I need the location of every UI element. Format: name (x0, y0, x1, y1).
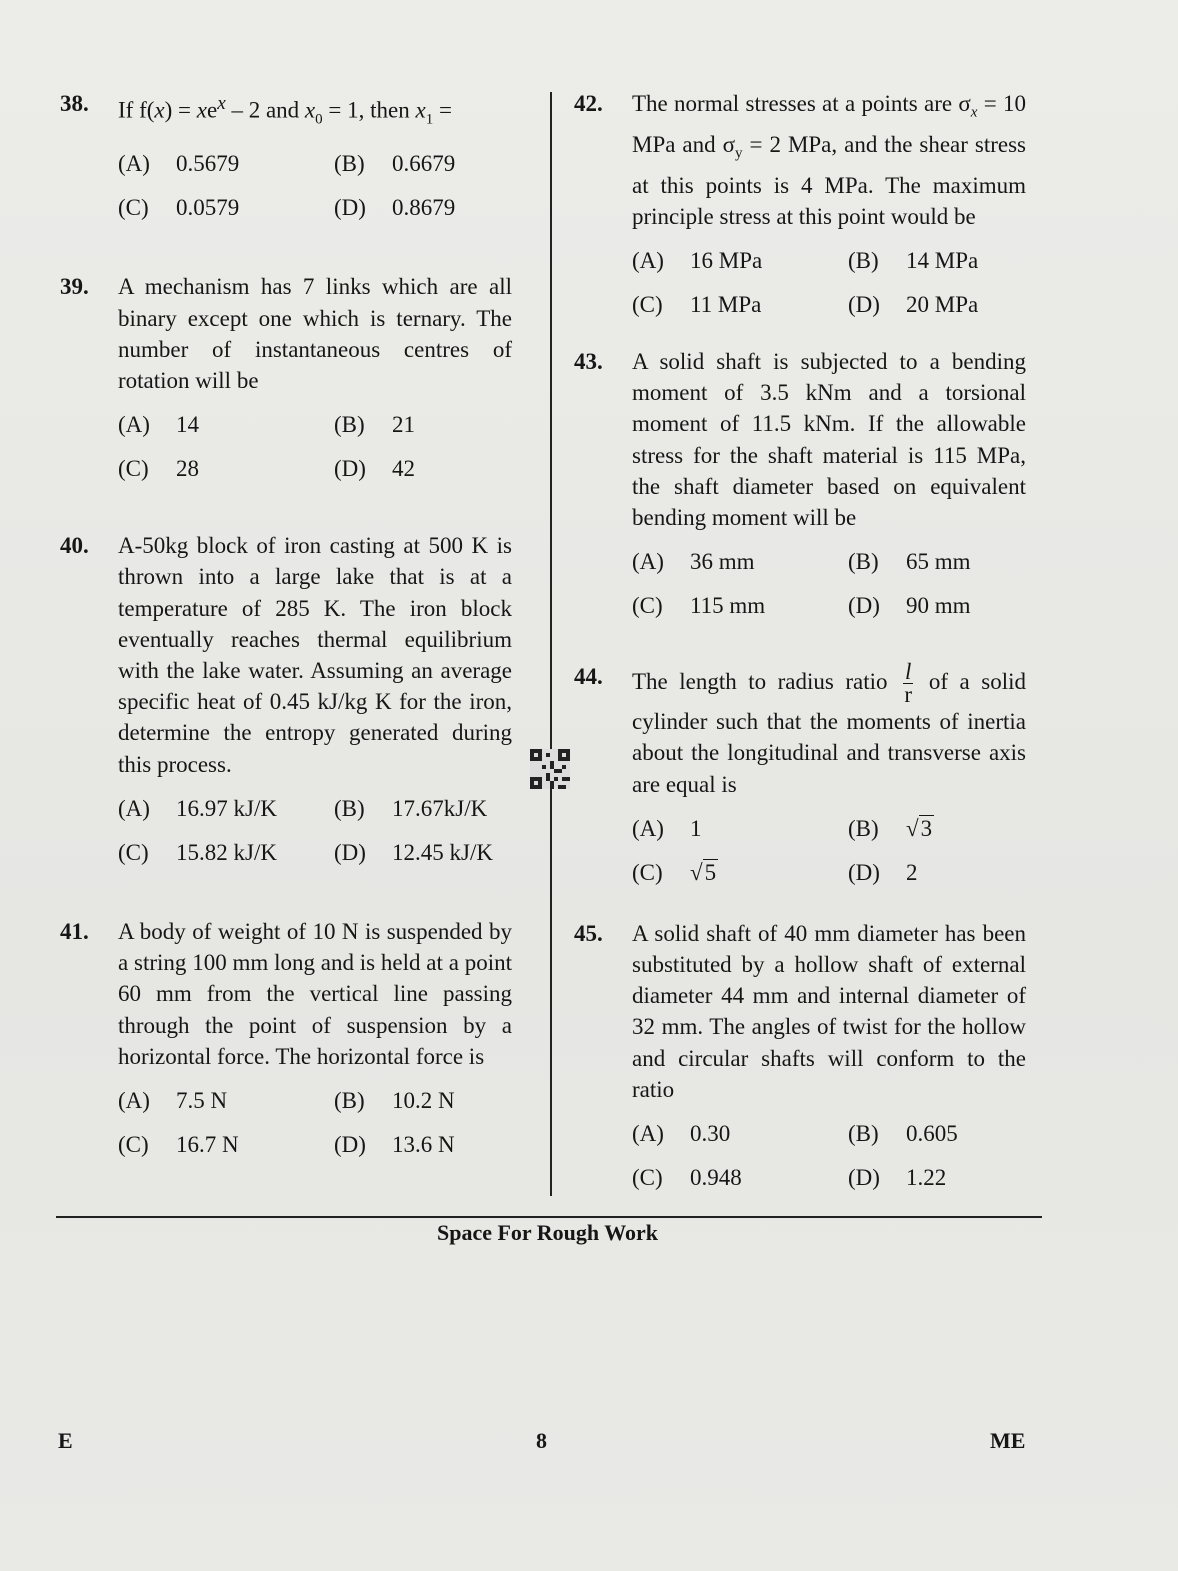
answer-option-a (118, 409, 334, 440)
option-value: 65 mm (906, 549, 971, 575)
question-text: If $f(x) = xe^x - 2$ and $x_0 = 1$, then $x_1$ = (118, 93, 452, 128)
option-label: (D) (334, 839, 366, 865)
option-label: (D) (848, 593, 880, 619)
option-label: (C) (632, 292, 663, 317)
answer-option-a (118, 793, 334, 824)
answer-options (632, 546, 1026, 621)
option-label: (D) (334, 456, 366, 482)
question-text: A solid shaft of 40 mm diameter has been substituted by a hollow shaft of external diameter 44 mm and internal diameter of 32 mm. The angles of twist for the hollow and circular shafts will conform to the ratio (632, 920, 1026, 1102)
option-value: 20 MPa (906, 292, 979, 317)
footer-page-number: 8 (536, 1428, 547, 1453)
question-44 (574, 661, 1026, 888)
question-text: A-50kg block of iron casting at 500 K is thrown into a large lake that is at a temperature of 285 K. The iron block eventually reaches thermal equilibrium with the lake water. Assuming an average specific heat of 0.45 kJ/kg K for the iron, determine the entropy generated during this process. (118, 533, 512, 777)
question-41 (60, 916, 512, 1160)
option-value: 7.5 N (176, 1087, 228, 1113)
answer-option-b (334, 793, 512, 824)
option-value: 0.8679 (392, 195, 456, 221)
option-label: (B) (334, 1087, 365, 1113)
question-38 (60, 88, 512, 223)
question-number: 39. (60, 274, 89, 300)
answer-option-b (848, 245, 1026, 276)
question-number: 44. (574, 664, 603, 690)
option-label: (D) (848, 859, 880, 885)
answer-option-c (118, 453, 334, 484)
answer-option-b (848, 813, 1026, 844)
option-value: 14 MPa (906, 248, 979, 273)
answer-option-a (118, 1085, 334, 1116)
option-value: 17.67kJ/K (392, 795, 488, 821)
question-number: 41. (60, 918, 89, 944)
option-value: 0.605 (906, 1121, 958, 1147)
question-text: A body of weight of 10 N is suspended by a string 100 mm long and is held at a point 60 mm from the vertical line passing through the point of suspension by a horizontal force. The horizontal force is (118, 918, 512, 1069)
option-value: 12.45 kJ/K (392, 839, 493, 865)
option-value: 0.30 (690, 1121, 731, 1147)
option-label: (C) (118, 839, 149, 865)
answer-option-d (848, 289, 1026, 320)
option-value: 1 (690, 815, 702, 841)
answer-option-b (848, 546, 1026, 577)
answer-option-d (848, 1162, 1026, 1193)
answer-option-b (334, 409, 512, 440)
option-value: 13.6 N (392, 1131, 455, 1157)
option-value: 0.0579 (176, 195, 240, 221)
left-column (60, 88, 512, 1160)
option-value: 42 (392, 456, 415, 482)
option-value: 90 mm (906, 593, 971, 619)
option-label: (C) (632, 593, 663, 619)
option-label: (A) (632, 549, 664, 575)
rough-work-label: Space For Rough Work (436, 1220, 659, 1245)
answer-options (118, 148, 512, 223)
answer-option-d (334, 1129, 512, 1160)
qr-code-icon (530, 748, 570, 790)
option-label: (D) (334, 195, 366, 221)
answer-option-c (632, 1162, 848, 1193)
option-value: 21 (392, 412, 415, 438)
option-value: 2 (906, 859, 918, 885)
option-label: (A) (118, 1087, 150, 1113)
question-number: 38. (60, 91, 89, 116)
answer-option-c (118, 1129, 334, 1160)
option-label: (B) (334, 151, 365, 177)
answer-options (632, 1118, 1026, 1193)
answer-option-a (632, 546, 848, 577)
answer-options (632, 245, 1026, 320)
answer-option-d (334, 837, 512, 868)
footer-series-code: E (58, 1428, 73, 1453)
option-label: (B) (848, 248, 879, 273)
option-value: 0.5679 (176, 151, 240, 177)
answer-option-a (632, 813, 848, 844)
question-43 (574, 346, 1026, 621)
answer-option-a (632, 245, 848, 276)
question-text: The length to radius ratio $\frac{l}{r}$ of a solid cylinder such that the moments of inertia about the longitudinal and transverse axis are equal is (632, 659, 1026, 797)
answer-option-c (632, 289, 848, 320)
answer-option-a (118, 148, 334, 179)
answer-option-c (118, 192, 334, 223)
option-value: 15.82 kJ/K (176, 839, 277, 865)
answer-option-d (334, 453, 512, 484)
question-number: 40. (60, 533, 89, 559)
answer-options (632, 813, 1026, 888)
column-divider (550, 92, 552, 1196)
option-value: 16 MPa (690, 248, 763, 273)
answer-option-d (848, 590, 1026, 621)
option-label: (C) (118, 456, 149, 482)
option-label: (D) (848, 292, 880, 317)
option-label: (B) (334, 412, 365, 438)
question-text: A solid shaft is subjected to a bending moment of 3.5 kNm and a torsional moment of 11.5 kNm. If the allowable stress for the shaft material is 115 MPa, the shaft diameter based on equivalent bending moment will be (632, 349, 1026, 531)
option-label: (A) (118, 795, 150, 821)
option-label: (A) (118, 412, 150, 438)
right-column (574, 88, 1026, 1193)
answer-option-a (632, 1118, 848, 1149)
option-label: (D) (334, 1131, 366, 1157)
option-value: 28 (176, 456, 199, 482)
question-number: 42. (574, 91, 603, 116)
question-number: 45. (574, 920, 603, 946)
answer-options (118, 793, 512, 868)
answer-option-c (632, 590, 848, 621)
question-number: 43. (574, 349, 603, 374)
option-label: (A) (632, 815, 664, 841)
option-label: (C) (118, 195, 149, 221)
option-label: (A) (632, 248, 664, 273)
option-value: 11 MPa (690, 292, 762, 317)
answer-option-b (848, 1118, 1026, 1149)
question-42 (574, 88, 1026, 320)
option-value: 0.6679 (392, 151, 456, 177)
question-text: A mechanism has 7 links which are all binary except one which is ternary. The number of instantaneous centres of rotation will be (118, 274, 512, 394)
question-45 (574, 918, 1026, 1193)
answer-options (118, 1085, 512, 1160)
option-label: (A) (118, 151, 150, 177)
option-value: 115 mm (690, 593, 766, 619)
rough-work-rule (56, 1216, 1042, 1218)
option-value: √5 (690, 859, 717, 885)
answer-options (118, 409, 512, 484)
option-value: 0.948 (690, 1165, 742, 1191)
answer-option-d (334, 192, 512, 223)
question-39 (60, 271, 512, 484)
answer-option-c (632, 857, 848, 888)
option-label: (C) (632, 859, 663, 885)
answer-option-b (334, 148, 512, 179)
option-label: (B) (334, 795, 365, 821)
option-label: (C) (632, 1165, 663, 1191)
question-40 (60, 530, 512, 868)
option-label: (D) (848, 1165, 880, 1191)
option-value: 16.97 kJ/K (176, 795, 277, 821)
option-value: 36 mm (690, 549, 755, 575)
answer-option-d (848, 857, 1026, 888)
option-label: (B) (848, 815, 879, 841)
option-label: (C) (118, 1131, 149, 1157)
option-value: 16.7 N (176, 1131, 239, 1157)
option-value: √3 (906, 815, 933, 841)
option-value: 1.22 (906, 1165, 947, 1191)
option-label: (B) (848, 549, 879, 575)
option-label: (B) (848, 1121, 879, 1147)
answer-option-c (118, 837, 334, 868)
footer-subject-code: ME (990, 1428, 1026, 1453)
option-label: (A) (632, 1121, 664, 1147)
option-value: 14 (176, 412, 199, 438)
option-value: 10.2 N (392, 1087, 455, 1113)
answer-option-b (334, 1085, 512, 1116)
question-text: The normal stresses at a points are $\sigma_x = 10$ MPa and $\sigma_y = 2$ MPa, and the shear stress at this points is 4 MPa. The maximum principle stress at this point would be (632, 91, 1027, 229)
